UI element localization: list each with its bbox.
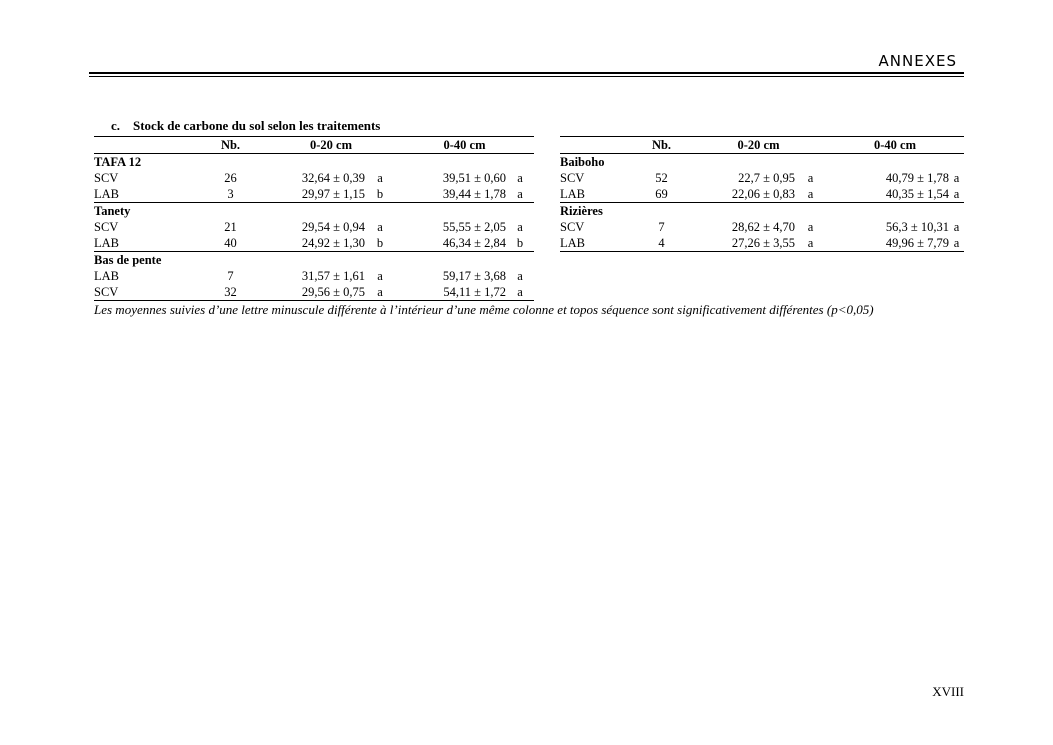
mean-0-20-cell: 24,92 ± 1,30 <box>301 236 365 250</box>
group-row <box>94 252 534 269</box>
running-header: ANNEXES <box>878 52 957 70</box>
table-row <box>560 235 964 252</box>
group-name: Tanety <box>94 203 534 220</box>
count-cell: 7 <box>658 220 665 234</box>
count-cell: 40 <box>224 236 237 250</box>
header-nb: Nb. <box>194 137 267 154</box>
header-empty <box>94 137 194 154</box>
group-row <box>94 154 534 171</box>
header-0-40cm: 0-40 cm <box>395 137 534 154</box>
count-cell: 7 <box>227 269 234 283</box>
letter-0-40-cell: a <box>517 187 523 201</box>
letter-0-40-cell: a <box>953 171 960 185</box>
treatment-cell: SCV <box>94 220 119 234</box>
letter-0-20-cell: a <box>807 187 814 201</box>
table-row <box>94 268 534 284</box>
header-rule-thin <box>89 76 964 77</box>
letter-0-20-cell: a <box>807 171 814 185</box>
page-number: XVIII <box>932 684 964 699</box>
mean-0-40-cell: 54,11 ± 1,72 <box>395 284 506 301</box>
mean-0-20-cell: 32,64 ± 0,39 <box>301 171 365 185</box>
letter-0-20-cell: a <box>377 171 383 185</box>
header-0-40cm: 0-40 cm <box>826 137 964 154</box>
mean-0-20-cell: 22,7 ± 0,95 <box>738 171 795 185</box>
letter-0-40-cell: a <box>953 220 960 234</box>
table-header-row <box>94 137 534 154</box>
count-cell: 21 <box>224 220 237 234</box>
letter-0-20-cell: b <box>376 187 384 201</box>
mean-0-40-cell: 40,35 ± 1,54 <box>885 187 949 201</box>
letter-0-20-cell: a <box>365 284 395 301</box>
treatment-cell: SCV <box>560 171 585 185</box>
letter-0-40-cell: a <box>506 284 534 301</box>
count-cell: 26 <box>224 171 237 185</box>
letter-0-40-cell: a <box>949 235 964 252</box>
letter-0-20-cell: a <box>377 269 383 283</box>
table-row <box>94 219 534 235</box>
mean-0-40-cell: 39,51 ± 0,60 <box>442 171 506 185</box>
letter-0-40-cell: a <box>517 220 523 234</box>
table-row <box>560 186 964 203</box>
table-row <box>94 235 534 252</box>
mean-0-40-cell: 46,34 ± 2,84 <box>442 236 506 250</box>
carbon-stock-table-right <box>560 136 964 252</box>
table-row <box>560 170 964 186</box>
mean-0-20-cell: 31,57 ± 1,61 <box>301 269 365 283</box>
treatment-cell: LAB <box>560 187 585 201</box>
header-empty <box>560 137 632 154</box>
group-name: Bas de pente <box>94 252 534 269</box>
treatment-cell: SCV <box>94 284 194 301</box>
mean-0-40-cell: 40,79 ± 1,78 <box>885 171 949 185</box>
mean-0-40-cell: 49,96 ± 7,79 <box>826 235 949 252</box>
header-nb: Nb. <box>632 137 691 154</box>
table-footnote: Les moyennes suivies d’une lettre minuscule différente à l’intérieur d’une même colonne et topos séquence sont significativement différentes (p<0,05) <box>94 302 874 317</box>
count-cell: 52 <box>655 171 668 185</box>
letter-0-20-cell: b <box>376 236 384 250</box>
letter-0-40-cell: a <box>953 187 960 201</box>
table-row <box>94 284 534 301</box>
mean-0-20-cell: 27,26 ± 3,55 <box>691 235 795 252</box>
table-row <box>560 219 964 235</box>
treatment-cell: LAB <box>94 236 119 250</box>
letter-0-40-cell: a <box>517 269 523 283</box>
treatment-cell: SCV <box>560 220 585 234</box>
table-header-row <box>560 137 964 154</box>
group-name: TAFA 12 <box>94 155 142 169</box>
table-row <box>94 170 534 186</box>
section-letter: c. <box>111 118 121 133</box>
header-0-20cm: 0-20 cm <box>691 137 826 154</box>
table-row <box>94 186 534 203</box>
letter-0-40-cell: a <box>517 171 523 185</box>
mean-0-20-cell: 22,06 ± 0,83 <box>731 187 795 201</box>
mean-0-20-cell: 29,54 ± 0,94 <box>301 220 365 234</box>
header-rule-thick <box>89 72 964 74</box>
count-cell: 69 <box>655 187 668 201</box>
section-title <box>111 118 380 134</box>
group-row <box>560 203 964 220</box>
letter-0-20-cell: a <box>795 235 826 252</box>
treatment-cell: LAB <box>560 235 632 252</box>
mean-0-40-cell: 59,17 ± 3,68 <box>442 269 506 283</box>
mean-0-20-cell: 29,56 ± 0,75 <box>267 284 365 301</box>
carbon-stock-table-left <box>94 136 534 301</box>
count-cell: 32 <box>194 284 267 301</box>
treatment-cell: SCV <box>94 171 119 185</box>
letter-0-40-cell: b <box>516 236 524 250</box>
group-name: Baiboho <box>560 155 605 169</box>
count-cell: 3 <box>227 187 234 201</box>
mean-0-40-cell: 39,44 ± 1,78 <box>442 187 506 201</box>
count-cell: 4 <box>632 235 691 252</box>
group-name: Rizières <box>560 203 964 220</box>
mean-0-20-cell: 28,62 ± 4,70 <box>731 220 795 234</box>
mean-0-40-cell: 56,3 ± 10,31 <box>885 220 949 234</box>
section-title-text: Stock de carbone du sol selon les traitements <box>133 118 381 133</box>
mean-0-40-cell: 55,55 ± 2,05 <box>442 220 506 234</box>
letter-0-20-cell: a <box>807 220 814 234</box>
letter-0-20-cell: a <box>377 220 383 234</box>
header-0-20cm: 0-20 cm <box>267 137 395 154</box>
group-row <box>560 154 964 171</box>
treatment-cell: LAB <box>94 269 119 283</box>
group-row <box>94 203 534 220</box>
treatment-cell: LAB <box>94 187 119 201</box>
mean-0-20-cell: 29,97 ± 1,15 <box>301 187 365 201</box>
